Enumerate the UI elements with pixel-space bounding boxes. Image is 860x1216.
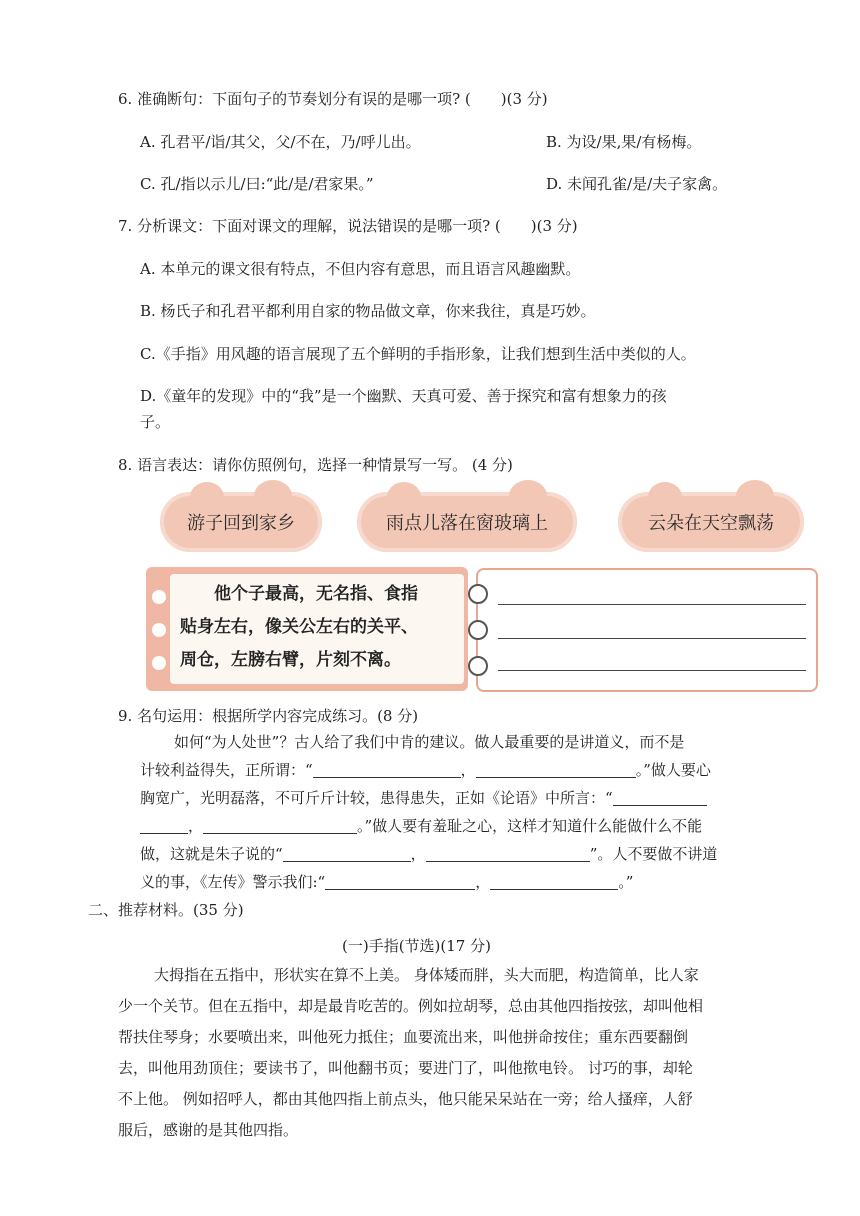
blank-3[interactable]: [613, 790, 707, 806]
binder-hole: [152, 590, 166, 604]
q9-stem: 9. 名句运用：根据所学内容完成练习。(8 分): [118, 707, 419, 725]
passage-line: 去，叫他用劲顶住；要读书了，叫他翻书页；要进门了，叫他揿电铃。 讨巧的事，却轮: [118, 1059, 693, 1077]
binder-ring-icon: [468, 656, 488, 676]
answer-note-card: [476, 568, 818, 692]
q9-text-line1: 如何“为人处世”？古人给了我们中肯的建议。做人最重要的是讲道义，而不是: [174, 733, 685, 751]
scenario-cloud-2: 雨点儿落在窗玻璃上: [357, 492, 577, 552]
q6-option-d: D. 未闻孔雀/是/夫子家禽。: [546, 175, 728, 193]
binder-hole: [152, 656, 166, 670]
q7-option-d-line1: D.《童年的发现》中的“我”是一个幽默、天真可爱、善于探究和富有想象力的孩: [140, 387, 667, 405]
q9-text-line4: ， 。”做人要有羞耻之心，这样才知道什么能做什么不能: [140, 815, 702, 836]
passage-line: 服后，感谢的是其他四指。: [118, 1121, 299, 1139]
example-line-3: 周仓，左膀右臂，片刻不离。: [180, 650, 401, 670]
q7-stem: 7. 分析课文：下面对课文的理解，说法错误的是哪一项? ( )(3 分): [118, 217, 578, 235]
q7-option-a: A. 本单元的课文很有特点，不但内容有意思，而且语言风趣幽默。: [140, 260, 581, 278]
blank-5[interactable]: [283, 846, 411, 862]
blank-4[interactable]: [203, 818, 357, 834]
blank-1[interactable]: [313, 762, 461, 778]
passage-line: 大拇指在五指中，形状实在算不上美。 身体矮而胖，头大而肥，构造简单，比人家: [154, 966, 699, 984]
scenario-cloud-3: 云朵在天空飘荡: [618, 492, 804, 552]
passage-body: [118, 960, 778, 1146]
q6-option-c: C. 孔/指以示儿/曰:“此/是/君家果。”: [140, 175, 374, 193]
blank-2[interactable]: [476, 762, 636, 778]
blank-7[interactable]: [325, 874, 475, 890]
scenario-cloud-1: 游子回到家乡: [160, 492, 322, 552]
binder-ring-icon: [468, 620, 488, 640]
passage-line: 帮扶住琴身；水要喷出来，叫他死力抵住；血要流出来，叫他拼命按住；重东西要翻倒: [118, 1028, 689, 1046]
section-heading: 二、推荐材料。(35 分): [88, 901, 244, 919]
binder-ring-icon: [468, 584, 488, 604]
q9-text-line6: 义的事，《左传》警示我们:“ ， 。”: [140, 873, 634, 891]
q6-stem: 6. 准确断句：下面句子的节奏划分有误的是哪一项? ( )(3 分): [118, 90, 548, 108]
binder-hole: [152, 623, 166, 637]
answer-line[interactable]: [498, 604, 806, 605]
q7-option-b: B. 杨氏子和孔君平都利用自家的物品做文章，你来我往，真是巧妙。: [140, 302, 596, 320]
blank-8[interactable]: [490, 874, 618, 890]
q9-text-line5: 做，这就是朱子说的“ ， ”。人不要做不讲道: [140, 845, 718, 863]
passage-title: (一)手指(节选)(17 分): [342, 937, 491, 955]
blank-3-cont[interactable]: [140, 818, 188, 834]
blank-6[interactable]: [426, 846, 590, 862]
example-sentence: [170, 574, 464, 684]
answer-line[interactable]: [498, 670, 806, 671]
q7-option-c: C.《手指》用风趣的语言展现了五个鲜明的手指形象，让我们想到生活中类似的人。: [140, 345, 696, 363]
answer-line[interactable]: [498, 638, 806, 639]
q8-stem: 8. 语言表达：请你仿照例句，选择一种情景写一写。 (4 分): [118, 456, 513, 474]
example-line-1: 他个子最高，无名指、食指: [214, 584, 418, 604]
q9-text-line2: 计较利益得失，正所谓：“ ， 。”做人要心: [140, 761, 711, 779]
example-line-2: 贴身左右，像关公左右的关平、: [180, 617, 418, 637]
passage-line: 不上他。 例如招呼人，都由其他四指上前点头，他只能呆呆站在一旁；给人搔痒，人舒: [118, 1090, 693, 1108]
passage-line: 少一个关节。但在五指中，却是最肯吃苦的。例如拉胡琴，总由其他四指按弦，却叫他相: [118, 997, 704, 1015]
q6-option-a: A. 孔君平/诣/其父，父/不在，乃/呼儿出。: [140, 133, 421, 151]
q9-text-line3: 胸宽广，光明磊落，不可斤斤计较，患得患失，正如《论语》中所言：“: [140, 787, 707, 808]
q7-option-d-line2: 子。: [140, 413, 171, 431]
q6-option-b: B. 为设/果,果/有杨梅。: [546, 133, 702, 151]
